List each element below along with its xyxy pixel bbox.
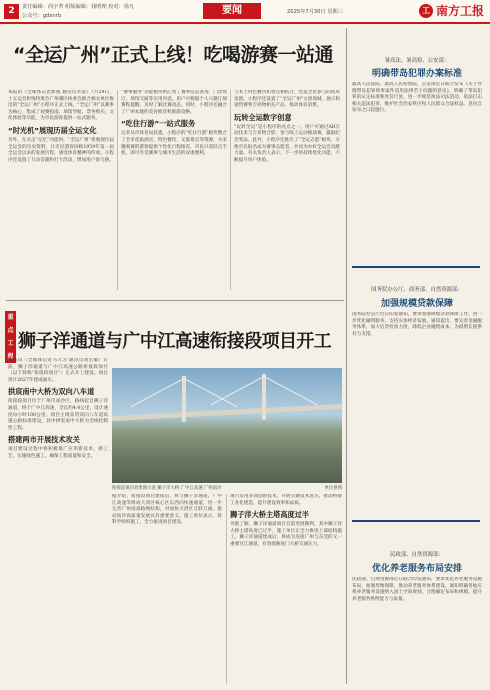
sidebar-item2-source: 国务院办公厅、商务部、自然资源部：: [371, 287, 463, 293]
bridge-tower: [182, 376, 186, 422]
lead-paragraph: 另外，在点击“记忆”功能时，“全运广州”将展现历届全运会的历史资料，让市民游客回顾1959年第一届全运会以来的发展历程，感受体育精神的传承。小程序还设置了互动答题和打卡活动，增加用户参与感。: [8, 137, 114, 163]
page-number: 2: [4, 4, 19, 19]
bridge-tower: [262, 374, 266, 420]
second-column-2: [112, 494, 222, 684]
lead-paragraph: “赛事服务”功能板块则汇集了赛事信息查询、门票预订、场馆交通等实用内容。用户可根据个人兴趣订阅赛程提醒，及时了解比赛动态。同时，小程序还融合了广州本地的美食推荐和旅游攻略。: [121, 90, 227, 115]
bridge-cable: [264, 376, 317, 405]
newspaper-logo-icon: 工: [419, 4, 433, 18]
sidebar-item3-source: 民政部、自然资源部：: [390, 552, 444, 558]
sidebar-paragraph: 民政部、自然资源部近日联合印发通知，要求优化养老服务设施布局，加强用地保障，推动养老服务体系建设。通知明确各地应将养老服务设施纳入国土空间规划，合理确定布局和规模，提升养老服务供给能力与质量。: [352, 577, 482, 602]
public-account: 公众号：gdxnrb: [22, 13, 62, 19]
sidebar-item1-source: 暑高法、暑高检、公安部：: [384, 58, 450, 64]
kicker-box: [5, 311, 16, 360]
second-paragraph: 项目采用多项创新技术，开展关键技术攻关，推动桥梁工业化建造，提升建设效率和品质。: [230, 494, 342, 506]
lead-column-2: [121, 90, 227, 290]
bridge-photo: [112, 368, 342, 483]
page-header: [0, 0, 490, 22]
second-paragraph: 本报讯（全媒体记者马大为 通讯员黄宏敏）日前，狮子洋通道与广中江高速公路衔接段项目（以下简称“衔接段项目”）正式开工建设。项目预计2027年建成通车。: [8, 358, 108, 383]
second-paragraph: 据介绍，衔接段项目建成后，将与狮子洋通道、广中江高速等组成大湾区核心区东西向快速通道，进一步完善广州南部路网结构，对加快大湾区互联互通、推动南沙高质量发展具有重要意义。施工单位表示，将科学组织施工，全力推进项目建设。: [112, 494, 222, 526]
sidebar-item1-body: [352, 82, 482, 262]
story-divider: [6, 300, 344, 301]
second-headline: 狮子洋通道与广中江高速衔接段项目开工: [18, 331, 332, 352]
column-divider: [117, 90, 118, 290]
second-column-3: [230, 494, 342, 684]
lead-column-1: [8, 90, 114, 290]
editor-credits: 责任编辑：尚宇菁 组版编辑：钱明理 校对：徐凡: [22, 4, 135, 10]
second-column-1: [8, 358, 108, 684]
sidebar-item3-body: [352, 577, 482, 685]
header-rule: [0, 22, 490, 24]
second-subhead-1: 拱宸南中大桥为双向八车道: [8, 387, 95, 397]
sidebar-rule: [352, 266, 480, 268]
lead-paragraph: 本报讯（全媒体记者郭燕 通讯员李慧）7月29日，十五运会和残特奥会广州赛区执委会联合相关单位推出的“全运广州”小程序正式上线。“全运广州”以赛事为核心，集成了观赛指南、场馆导航、票务购买、文化体验等功能，为市民游客提供一站式服务。: [8, 90, 114, 122]
photo-caption: [112, 485, 342, 491]
lead-paragraph: 与本土特色餐饮和景点相结合，营造全民参与的浓厚氛围。小程序还设置了“全运广州”文创商城，展示和销售赛事吉祥物相关产品，推动体育消费。: [234, 90, 340, 109]
column-divider: [230, 90, 231, 290]
lead-paragraph: 记者从市体育局获悉，小程序的“吃住行游”板块整合了全市优质酒店、特色餐饮、文旅景点等资源，为来穗观赛的游客提供个性化行程推荐。市民只需轻点手机，即可享受赛事与城市生活的双重便利。: [121, 131, 227, 157]
sidebar-rule: [352, 520, 480, 522]
section-label: 要闻: [203, 3, 261, 19]
sidebar-paragraph: 国务院办公厅近日印发通知，要求加强规模贷款保障工作，进一步优化融资服务，支持实体经济发展。通知提出，要完善金融服务体系，加大信贷投放力度，降低企业融资成本，为稳增长提供有力支撑。: [352, 312, 482, 337]
bridge-deck: [112, 404, 342, 421]
second-paragraph: 项目建设过程中将积极推广应用新技术、新工艺，实施绿色施工，确保工程质量和安全。: [8, 447, 108, 459]
bridge-cable: [211, 376, 264, 405]
lead-column-3: [234, 90, 340, 290]
bridge-cable: [131, 378, 184, 407]
caption-text: 衔接段项目效果图示意 狮子洋大桥 广中江高速 广州南沙: [112, 486, 222, 491]
sidebar-divider: [346, 28, 347, 684]
lead-headline: “全运广州”正式上线！吃喝游赛一站通: [13, 44, 333, 66]
sidebar-item3-title: 优化养老服务布局安排: [371, 564, 462, 574]
lead-subhead-3: 玩转全运数字创意: [234, 112, 292, 122]
bridge-cable: [184, 378, 237, 407]
second-paragraph: 另据了解，狮子洋通道项目目前进展顺利，其中狮子洋大桥主塔高度已过半，施工单位正全力推进上部结构施工。狮子洋通道建成后，将成为连接广州与东莞的又一重要过江通道，有效缓解虎门大桥交通压力。: [230, 522, 342, 547]
sidebar-item2-body: [352, 312, 482, 512]
sidebar-item2-title: 加强规模贷款保障: [380, 299, 453, 309]
photo-credit: 单位供图: [324, 486, 342, 491]
second-subhead-2: 搭建两市开展技术攻关: [8, 435, 80, 445]
brand-name: 南方工报: [435, 4, 484, 18]
second-subhead-3: 狮子洋大桥主塔高度过半: [230, 510, 310, 520]
sidebar-paragraph: 最高人民法院、最高人民检察院、公安部近日联合发布《关于办理带岛犯罪刑事案件适用法律若干问题的意见》，明确了带岛犯罪的认定标准和处罚尺度，进一步规范执法司法活动，依法打击相关违法犯罪，维护社会治安秩序和人民群众合法权益。意见自发布之日起施行。: [352, 82, 482, 114]
issue-date: 2025年7月30日 星期三: [287, 9, 343, 15]
lead-subhead-2: “吃住行游”一站式服务: [121, 119, 196, 129]
kicker-bottom: 工程: [5, 337, 16, 363]
lead-paragraph: “玩转全运”是小程序的亮点之一。用户可通过AR互动技术与吉祥物合影，参与线上运动挑战赛，赢取纪念奖品。此外，小程序还推出了“全运志愿”板块，方便市民报名成为赛事志愿者，共同为办好全运会贡献力量。有关负责人表示，下一步将持续优化功能，不断提升用户体验。: [234, 124, 340, 163]
sidebar-item1-title: 明确带岛犯罪办案标准: [371, 69, 462, 79]
lead-subhead-1: “时光机”展现历届全运文化: [8, 125, 97, 135]
masthead: [419, 2, 484, 19]
kicker-top: 重点: [5, 311, 16, 337]
second-paragraph: 衔接段项目位于广州市南沙区，路线起自狮子洋通道，终于广中江高速，全长约4.4公里，设计速度每小时100公里。项目主线采用双向八车道高速公路标准建设，其中拱宸南中大桥为全线控制性工程。: [8, 399, 108, 431]
column-divider: [226, 494, 227, 684]
